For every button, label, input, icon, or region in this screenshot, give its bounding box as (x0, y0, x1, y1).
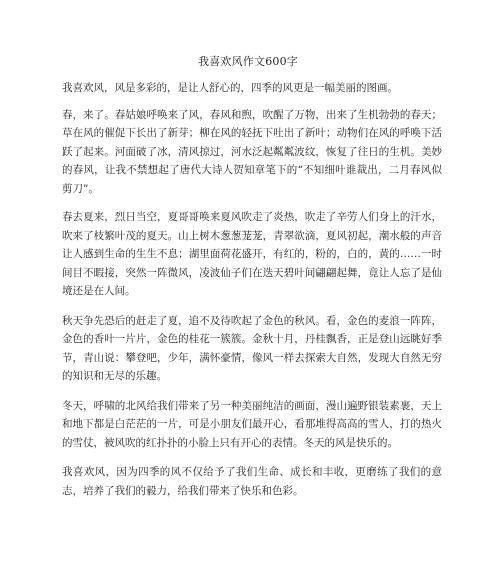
paragraph-conclusion: 我喜欢风，因为四季的风不仅给予了我们生命、成长和丰收，更磨练了我们的意志，培养了我们的毅力，给我们带来了快乐和色彩。 (62, 466, 442, 497)
paragraph-spring: 春，来了。春姑娘呼唤来了风，春风和煦，吹醒了万物，出来了生机勃勃的春天；草在风的催促下长出了新芽；柳在风的轻抚下吐出了新叶；动物们在风的呼唤下活跃了起来。河面破了冰，清风掠过，河水泛起粼粼波纹，恢复了往日的生机。美妙的春风，让我不禁想起了唐代大诗人贺知章笔下的“不知细叶谁裁出，二月春风似剪刀”。 (62, 108, 442, 195)
paragraph-summer: 春去夏来，烈日当空，夏哥哥唤来夏风吹走了炎热，吹走了辛劳人们身上的汗水，吹来了枝繁叶茂的夏天。山上树木葱葱茏茏，青翠欲滴，夏风初起，潮水般的声音让人感到生命的生生不息；湖里面荷花盛开，有红的，粉的，白的，黄的……一时间目不暇接，突然一阵微风，凌波仙子们在迭天碧叶间翩翩起舞，竟让人忘了是仙境还是在人间。 (62, 211, 442, 297)
document-body (62, 79, 442, 500)
paragraph-autumn: 秋天争先恐后的赶走了夏，追不及待吹起了金色的秋风。看，金色的麦浪一阵阵，金色的香叶一片片，金色的桂花一簇簇。金秋十月，丹桂飘香，正是登山远眺好季节，青山说：攀登吧，少年，满怀豪情，像风一样去探索大自然，发现大自然无穷的知识和无尽的乐趣。 (62, 314, 442, 382)
paragraph-winter: 冬天，呼啸的北风给我们带来了另一种美丽纯洁的画面，漫山遍野银装素裹，天上和地下都是白茫茫的一片，可是小朋友们最开心，看那堆得高高的雪人，打的热火的雪仗，被风吹的红扑扑的小脸上只有开心的表情。冬天的风是快乐的。 (62, 399, 442, 449)
paragraph-intro: 我喜欢风，风是多彩的，是让人舒心的，四季的风更是一幅美丽的图画。 (62, 82, 398, 94)
document-title: 我喜欢风作文600字 (198, 55, 298, 68)
